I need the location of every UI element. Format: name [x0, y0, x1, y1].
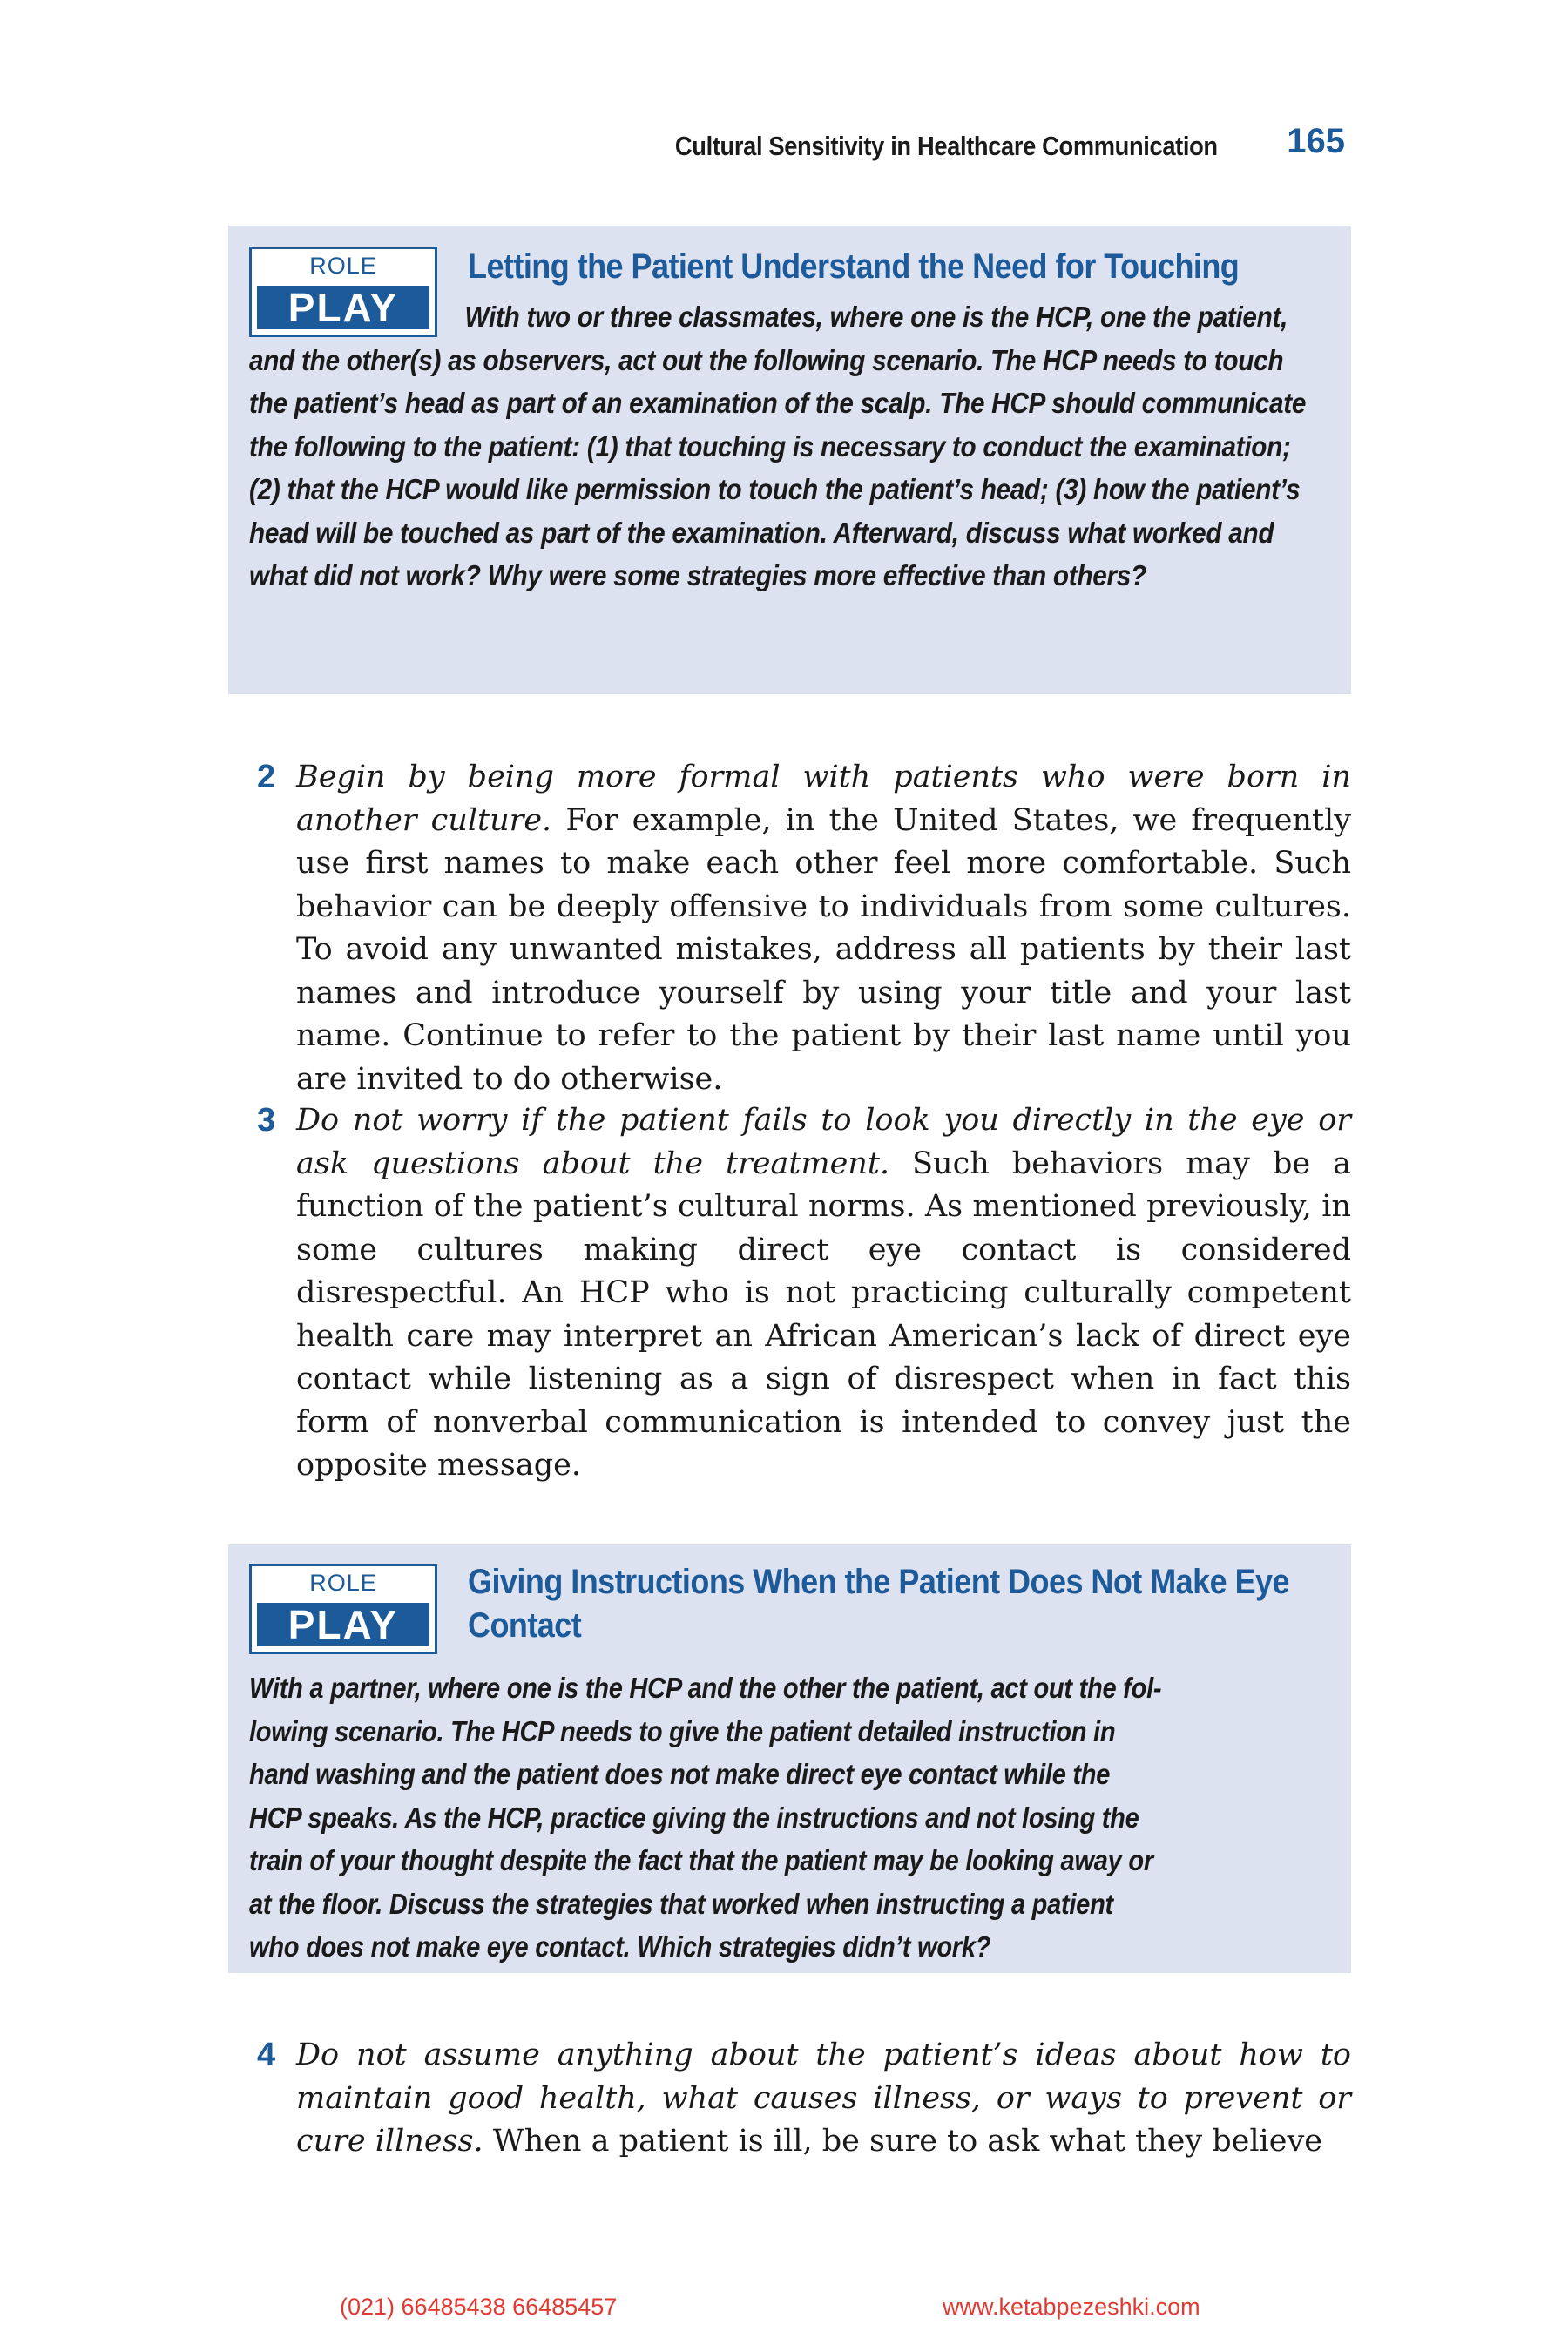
badge-role-label: ROLE — [309, 253, 377, 279]
role-play-body — [249, 1666, 1307, 1969]
body-line: who does not make eye contact. Which strategies didn’t work? — [249, 1930, 991, 1963]
body-line: train of your thought despite the fact that the patient may be looking away or — [249, 1844, 1153, 1876]
item-body: When a patient is ill, be sure to ask what they believe — [483, 2124, 1322, 2159]
body-line: lowing scenario. The HCP needs to give the patient detailed instruction in — [249, 1714, 1116, 1747]
body-line: hand washing and the patient does not make direct eye contact while the — [249, 1758, 1111, 1790]
list-item-2 — [257, 756, 1351, 1105]
body-line: at the floor. Discuss the strategies that worked when instructing a patient — [249, 1887, 1113, 1920]
item-text — [296, 1099, 1351, 1488]
footer-website[interactable]: www.ketabpezeshki.com — [943, 2294, 1200, 2320]
role-play-title: Letting the Patient Understand the Need for Touching — [468, 247, 1240, 286]
role-play-box-touching — [228, 226, 1351, 694]
role-play-title: Giving Instructions When the Patient Does Not Make Eye Contact — [468, 1563, 1290, 1645]
badge-role-label: ROLE — [309, 1570, 377, 1596]
body-line: With a partner, where one is the HCP and the other the patient, act out the fol- — [249, 1672, 1162, 1704]
running-head — [592, 122, 1350, 174]
item-lead: Do not worry if the patient fails to look you directly in the eye or ask questions about the treatment. — [296, 1103, 1351, 1181]
list-item-3 — [257, 1099, 1351, 1491]
list-item-4 — [257, 2034, 1351, 2173]
page-number: 165 — [1287, 122, 1345, 160]
item-body: Such behaviors may be a function of the patient’s cultural norms. As mentioned previously, in some cultures making direct eye contact is considered disrespectful. An HCP who is not practicing culturally competent health care may interpret an African American’s lack of direct eye contact while listening as a sign of disrespect when in fact this form of nonverbal communication is intended to convey just the opposite message. — [296, 1146, 1351, 1483]
footer-phone: (021) 66485438 66485457 — [340, 2294, 618, 2320]
body-line: HCP speaks. As the HCP, practice giving the instructions and not losing the — [249, 1801, 1139, 1834]
item-number: 4 — [257, 2037, 276, 2073]
item-number: 2 — [257, 759, 276, 795]
item-lead: Begin by being more formal with patients who were born in another culture. — [296, 760, 1351, 838]
role-play-box-eye-contact — [228, 1544, 1351, 1973]
running-title: Cultural Sensitivity in Healthcare Communication — [675, 131, 1218, 161]
badge-play-label: PLAY — [257, 286, 429, 329]
item-body: For example, in the United States, we frequently use first names to make each other feel more comfortable. Such behavior can be deeply offensive to individuals from some cultures. To avoid any unwanted mistakes, address all patients by their last names and introduce yourself by using your title and your last name. Continue to refer to the patient by their last name until you are invited to do otherwise. — [296, 802, 1351, 1097]
badge-play-label: PLAY — [257, 1603, 429, 1646]
item-text — [296, 2034, 1351, 2164]
item-number: 3 — [257, 1102, 276, 1139]
role-play-badge — [249, 1564, 437, 1654]
role-play-body: With two or three classmates, where one is the HCP, one the patient, and the other(s) as observers, act out the following scenario. The HCP needs to touch the patient’s head as part of an examination of the scalp. The HCP should communicate the following to the patient: (1) that touching is necessary to conduct the examination; (2) that the HCP would like permission to touch the patient’s head; (3) how the patient’s head will be touched as part of the examination. Afterward, discuss what worked and what did not work? Why were some strategies more effective than others? — [249, 301, 1307, 591]
item-lead: Do not assume anything about the patient’s ideas about how to maintain good health, what causes illness, or ways to prevent or cure illness. — [296, 2038, 1351, 2159]
item-text — [296, 756, 1351, 1101]
